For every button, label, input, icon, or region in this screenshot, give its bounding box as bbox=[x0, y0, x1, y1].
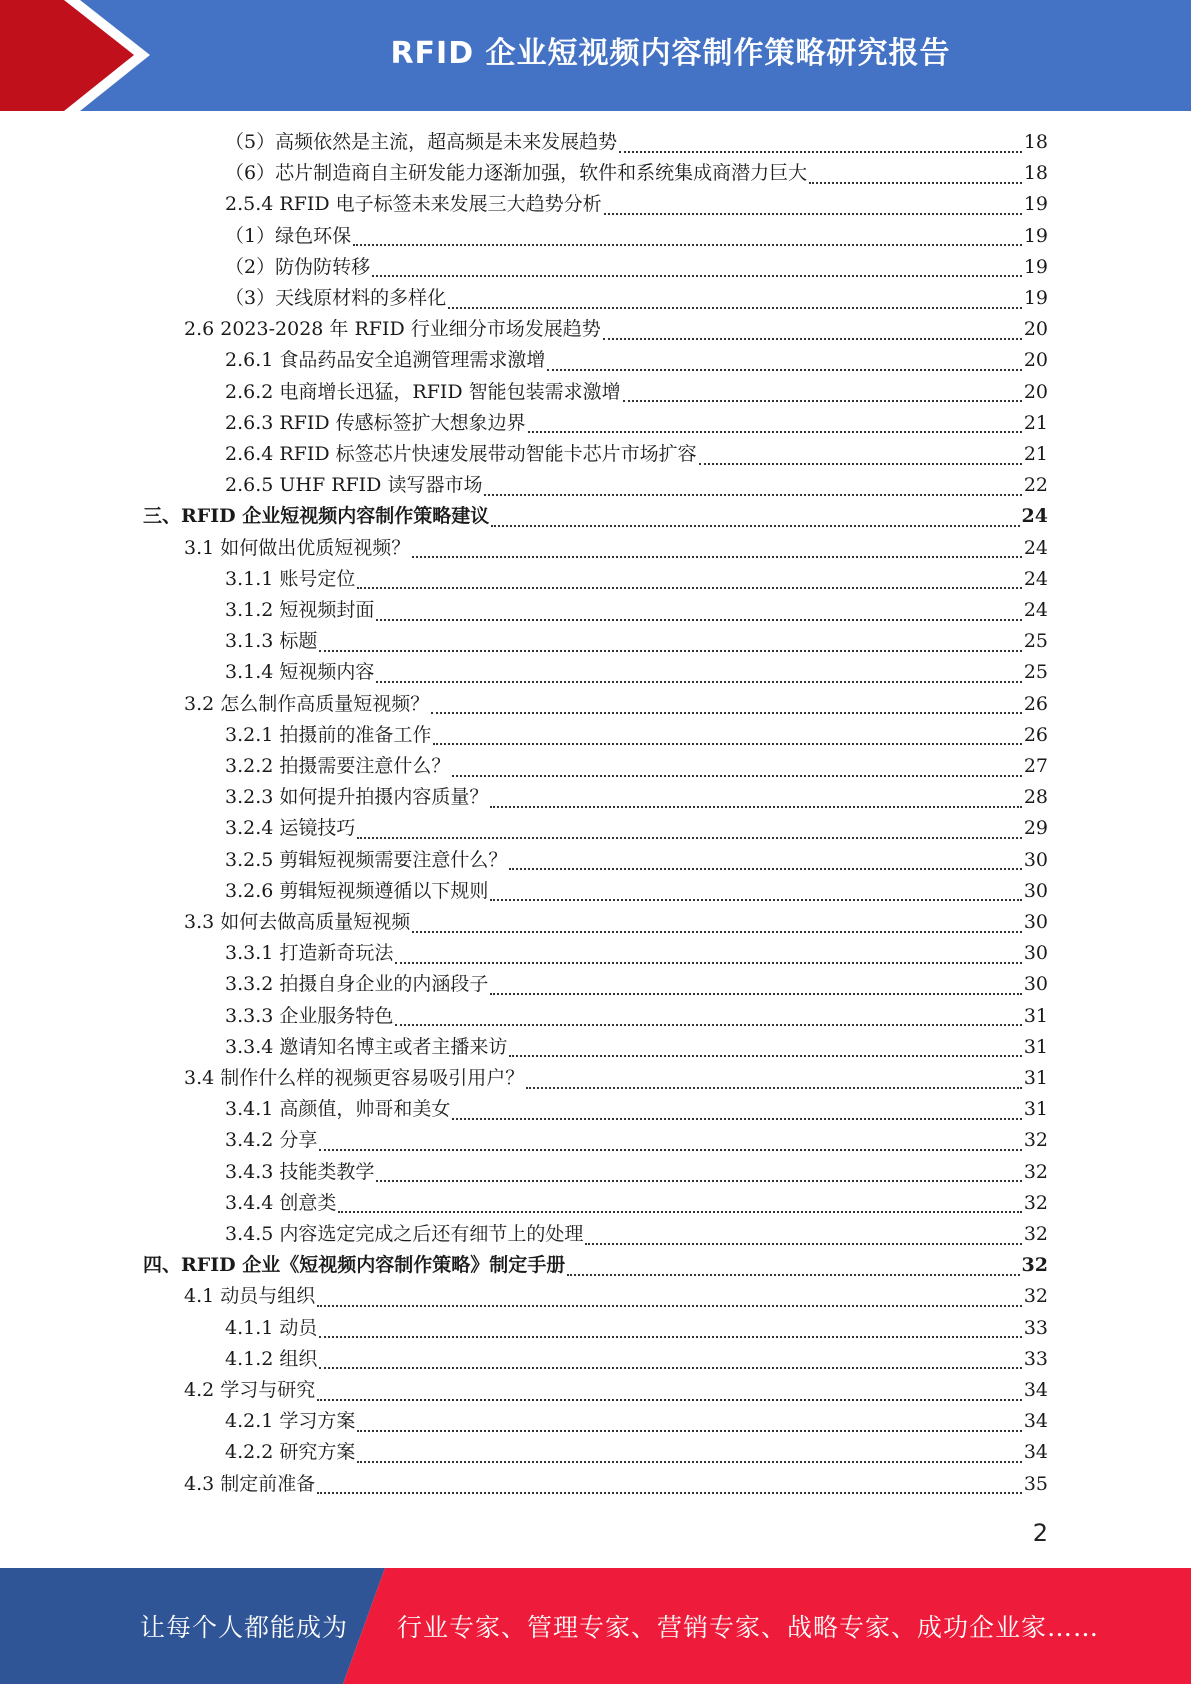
toc-dot-leader bbox=[338, 1211, 1021, 1213]
toc-entry-label: （2）防伪防转移 bbox=[225, 255, 371, 278]
toc-entry[interactable] bbox=[225, 1219, 1048, 1250]
toc-entry-label: 3.3.2 拍摄自身企业的内涵段子 bbox=[225, 973, 489, 996]
toc-entry[interactable] bbox=[225, 439, 1048, 470]
toc-dot-leader bbox=[376, 1180, 1021, 1182]
toc-dot-leader bbox=[491, 525, 1019, 527]
toc-entry[interactable] bbox=[184, 907, 1048, 938]
toc-entry[interactable] bbox=[225, 1406, 1048, 1437]
toc-entry-page: 21 bbox=[1023, 443, 1048, 465]
toc-entry-page: 29 bbox=[1023, 817, 1048, 840]
toc-entry[interactable] bbox=[184, 1375, 1048, 1406]
toc-entry[interactable] bbox=[225, 158, 1048, 189]
toc-dot-leader bbox=[431, 712, 1022, 714]
toc-entry-label: 3.1 如何做出优质短视频？ bbox=[184, 536, 411, 559]
toc-dot-leader bbox=[317, 1492, 1022, 1494]
toc-entry-page: 27 bbox=[1023, 755, 1048, 777]
toc-entry-page: 32 bbox=[1023, 1285, 1048, 1308]
toc-dot-leader bbox=[509, 868, 1021, 870]
toc-entry-label: 2.6.2 电商增长迅猛，RFID 智能包装需求激增 bbox=[225, 380, 621, 403]
toc-entry-page: 32 bbox=[1023, 1129, 1048, 1152]
toc-entry[interactable] bbox=[225, 127, 1048, 158]
toc-dot-leader bbox=[319, 650, 1021, 652]
toc-entry-label: 3.1.3 标题 bbox=[225, 630, 318, 653]
toc-entry-label: 3.1.1 账号定位 bbox=[225, 567, 356, 590]
toc-dot-leader bbox=[448, 307, 1022, 309]
toc-entry-label: 4.2.1 学习方案 bbox=[225, 1410, 356, 1433]
toc-entry-page: 34 bbox=[1023, 1410, 1048, 1433]
toc-dot-leader bbox=[490, 993, 1021, 995]
toc-entry-label: 3.4.3 技能类教学 bbox=[225, 1160, 375, 1183]
toc-dot-leader bbox=[452, 1118, 1021, 1120]
toc-entry-label: 3.2.2 拍摄需要注意什么？ bbox=[225, 755, 451, 777]
toc-entry-label: 2.5.4 RFID 电子标签未来发展三大趋势分析 bbox=[225, 193, 602, 216]
toc-dot-leader bbox=[317, 1305, 1022, 1307]
toc-entry-page: 20 bbox=[1023, 380, 1048, 403]
toc-entry-page: 33 bbox=[1023, 1316, 1048, 1339]
toc-entry-label: 3.2.6 剪辑短视频遵循以下规则 bbox=[225, 879, 489, 902]
toc-entry-page: 21 bbox=[1023, 411, 1048, 434]
toc-entry-page: 28 bbox=[1023, 786, 1048, 809]
toc-dot-leader bbox=[603, 338, 1022, 340]
toc-dot-leader bbox=[319, 1367, 1021, 1369]
toc-entry-page: 31 bbox=[1023, 1035, 1048, 1058]
toc-dot-leader bbox=[412, 556, 1022, 558]
toc-entry[interactable] bbox=[143, 1250, 1048, 1281]
toc-entry-label: 3.4.5 内容选定完成之后还有细节上的处理 bbox=[225, 1223, 584, 1245]
footer-slogan-right: 行业专家、管理专家、营销专家、战略专家、成功企业家…… bbox=[397, 1613, 1100, 1642]
toc-entry-label: （5）高频依然是主流，超高频是未来发展趋势 bbox=[225, 131, 618, 153]
toc-entry-label: 3.4.1 高颜值，帅哥和美女 bbox=[225, 1098, 451, 1121]
toc-entry[interactable] bbox=[225, 345, 1048, 376]
toc-dot-leader bbox=[357, 1461, 1021, 1463]
toc-entry[interactable] bbox=[184, 1281, 1048, 1312]
toc-entry-label: 2.6.1 食品药品安全追溯管理需求激增 bbox=[225, 349, 546, 372]
toc-entry[interactable] bbox=[225, 813, 1048, 844]
toc-entry-page: 19 bbox=[1023, 224, 1048, 247]
toc-dot-leader bbox=[547, 369, 1021, 371]
toc-dot-leader bbox=[484, 494, 1021, 496]
toc-entry[interactable] bbox=[225, 751, 1048, 782]
toc-entry-page: 19 bbox=[1023, 287, 1048, 309]
toc-entry-label: 3.3.4 邀请知名博主或者主播来访 bbox=[225, 1035, 508, 1058]
toc-entry[interactable] bbox=[225, 969, 1048, 1000]
toc-entry[interactable] bbox=[225, 377, 1048, 408]
toc-entry-page: 31 bbox=[1023, 1067, 1048, 1089]
toc-entry-page: 30 bbox=[1023, 911, 1048, 933]
page-number: 2 bbox=[1032, 1519, 1048, 1547]
toc-entry[interactable] bbox=[225, 408, 1048, 439]
toc-entry-label: 4.1.2 组织 bbox=[225, 1347, 318, 1370]
toc-entry-label: 3.2 怎么制作高质量短视频？ bbox=[184, 692, 430, 715]
toc-dot-leader bbox=[376, 681, 1021, 683]
toc-entry-page: 34 bbox=[1023, 1379, 1048, 1401]
toc-entry[interactable] bbox=[225, 1032, 1048, 1063]
toc-dot-leader bbox=[452, 775, 1021, 777]
toc-entry[interactable] bbox=[225, 1001, 1048, 1032]
report-title: RFID 企业短视频内容制作策略研究报告 bbox=[390, 36, 951, 71]
toc-entry-page: 32 bbox=[1023, 1223, 1048, 1245]
toc-dot-leader bbox=[490, 806, 1021, 808]
toc-entry-label: 4.2 学习与研究 bbox=[184, 1379, 316, 1401]
toc-entry[interactable] bbox=[184, 689, 1048, 720]
toc-entry-page: 25 bbox=[1023, 661, 1048, 684]
toc-entry[interactable] bbox=[225, 938, 1048, 969]
toc-entry-page: 31 bbox=[1023, 1004, 1048, 1027]
toc-entry-label: 3.4.4 创意类 bbox=[225, 1191, 337, 1214]
toc-entry[interactable] bbox=[225, 1344, 1048, 1375]
toc-entry[interactable] bbox=[225, 1188, 1048, 1219]
toc-entry-label: 3.1.2 短视频封面 bbox=[225, 599, 375, 621]
toc-dot-leader bbox=[376, 619, 1021, 621]
toc-dot-leader bbox=[604, 213, 1022, 215]
toc-dot-leader bbox=[619, 151, 1022, 153]
toc-entry[interactable] bbox=[225, 782, 1048, 813]
toc-entry-page: 32 bbox=[1021, 1254, 1048, 1277]
toc-entry[interactable] bbox=[225, 470, 1048, 501]
toc-entry-label: 3.2.4 运镜技巧 bbox=[225, 817, 356, 840]
toc-entry-label: 三、RFID 企业短视频内容制作策略建议 bbox=[143, 505, 490, 528]
toc-entry-page: 19 bbox=[1023, 193, 1048, 216]
toc-entry-page: 31 bbox=[1023, 1098, 1048, 1121]
toc-entry-page: 33 bbox=[1023, 1347, 1048, 1370]
toc-entry[interactable] bbox=[184, 1063, 1048, 1094]
toc-entry-page: 30 bbox=[1023, 973, 1048, 996]
toc-entry-page: 26 bbox=[1023, 692, 1048, 715]
toc-dot-leader bbox=[319, 1336, 1021, 1338]
toc-entry-label: （1）绿色环保 bbox=[225, 224, 352, 247]
toc-dot-leader bbox=[567, 1274, 1019, 1276]
toc-dot-leader bbox=[623, 400, 1022, 402]
toc-entry[interactable] bbox=[225, 720, 1048, 751]
toc-dot-leader bbox=[319, 1149, 1021, 1151]
toc-entry[interactable] bbox=[225, 189, 1048, 220]
toc-entry[interactable] bbox=[143, 501, 1048, 532]
toc-entry[interactable] bbox=[225, 1313, 1048, 1344]
toc-entry[interactable] bbox=[225, 283, 1048, 314]
toc-entry-page: 32 bbox=[1023, 1160, 1048, 1183]
toc-entry[interactable] bbox=[225, 1157, 1048, 1188]
toc-dot-leader bbox=[395, 1024, 1021, 1026]
toc-entry-label: 3.4 制作什么样的视频更容易吸引用户？ bbox=[184, 1067, 525, 1089]
toc-dot-leader bbox=[357, 837, 1021, 839]
toc-entry-label: 3.1.4 短视频内容 bbox=[225, 661, 375, 684]
toc-entry-page: 26 bbox=[1023, 723, 1048, 746]
toc-dot-leader bbox=[585, 1243, 1021, 1245]
toc-entry[interactable] bbox=[184, 533, 1048, 564]
toc-entry-label: 3.3 如何去做高质量短视频 bbox=[184, 911, 411, 933]
toc-entry-page: 34 bbox=[1023, 1441, 1048, 1464]
toc-entry-page: 25 bbox=[1023, 630, 1048, 653]
footer-slogan-left: 让每个人都能成为 bbox=[140, 1613, 349, 1642]
toc-dot-leader bbox=[490, 899, 1021, 901]
toc-entry-label: 3.3.3 企业服务特色 bbox=[225, 1004, 394, 1027]
toc-entry-page: 18 bbox=[1023, 162, 1048, 185]
toc-entry-label: 四、RFID 企业《短视频内容制作策略》制定手册 bbox=[143, 1254, 566, 1277]
toc-dot-leader bbox=[412, 931, 1022, 933]
toc-entry-page: 24 bbox=[1023, 599, 1048, 621]
toc-entry-page: 18 bbox=[1023, 131, 1048, 153]
toc-entry-label: 4.2.2 研究方案 bbox=[225, 1441, 356, 1464]
toc-entry-page: 32 bbox=[1023, 1191, 1048, 1214]
toc-entry[interactable] bbox=[225, 845, 1048, 876]
toc-entry-page: 24 bbox=[1023, 536, 1048, 559]
toc-entry-label: 3.3.1 打造新奇玩法 bbox=[225, 942, 394, 965]
toc-entry[interactable] bbox=[184, 314, 1048, 345]
toc-dot-leader bbox=[357, 587, 1021, 589]
toc-dot-leader bbox=[526, 1087, 1022, 1089]
toc-entry-label: 2.6.5 UHF RFID 读写器市场 bbox=[225, 474, 483, 497]
toc-entry-label: 2.6.3 RFID 传感标签扩大想象边界 bbox=[225, 411, 526, 434]
toc-dot-leader bbox=[699, 463, 1022, 465]
toc-entry-page: 30 bbox=[1023, 879, 1048, 902]
page-header bbox=[0, 0, 1191, 111]
toc-entry-label: （6）芯片制造商自主研发能力逐渐加强，软件和系统集成商潜力巨大 bbox=[225, 162, 808, 185]
toc-dot-leader bbox=[395, 962, 1021, 964]
toc-entry-label: 3.2.5 剪辑短视频需要注意什么？ bbox=[225, 848, 508, 871]
toc-entry[interactable] bbox=[225, 1094, 1048, 1125]
toc-dot-leader bbox=[528, 431, 1022, 433]
toc-entry[interactable] bbox=[225, 564, 1048, 595]
toc-entry-label: 4.1 动员与组织 bbox=[184, 1285, 316, 1308]
toc-entry-page: 35 bbox=[1023, 1472, 1048, 1495]
toc-dot-leader bbox=[317, 1399, 1022, 1401]
toc-entry-page: 30 bbox=[1023, 848, 1048, 871]
toc-entry-label: 2.6.4 RFID 标签芯片快速发展带动智能卡芯片市场扩容 bbox=[225, 443, 697, 465]
toc-entry-page: 20 bbox=[1023, 318, 1048, 341]
toc-entry-page: 24 bbox=[1023, 567, 1048, 590]
toc-entry-label: 3.2.1 拍摄前的准备工作 bbox=[225, 723, 432, 746]
toc-dot-leader bbox=[353, 244, 1022, 246]
toc-entry[interactable] bbox=[225, 626, 1048, 657]
toc-entry[interactable] bbox=[184, 1469, 1048, 1500]
toc-entry-label: 3.4.2 分享 bbox=[225, 1129, 318, 1152]
page-footer bbox=[0, 1568, 1191, 1684]
toc-entry-page: 22 bbox=[1023, 474, 1048, 497]
toc-dot-leader bbox=[357, 1430, 1021, 1432]
toc-dot-leader bbox=[509, 1055, 1021, 1057]
toc-entry-label: （3）天线原材料的多样化 bbox=[225, 287, 447, 309]
toc-entry[interactable] bbox=[225, 252, 1048, 283]
toc-entry[interactable] bbox=[225, 1437, 1048, 1468]
toc-entry[interactable] bbox=[225, 1125, 1048, 1156]
toc-entry[interactable] bbox=[225, 876, 1048, 907]
toc-entry[interactable] bbox=[225, 595, 1048, 626]
toc-entry-label: 3.2.3 如何提升拍摄内容质量？ bbox=[225, 786, 489, 809]
toc-entry[interactable] bbox=[225, 657, 1048, 688]
toc-entry-page: 30 bbox=[1023, 942, 1048, 965]
toc-entry-label: 4.1.1 动员 bbox=[225, 1316, 318, 1339]
toc-entry-page: 20 bbox=[1023, 349, 1048, 372]
toc-entry-page: 19 bbox=[1023, 255, 1048, 278]
toc-entry[interactable] bbox=[225, 221, 1048, 252]
toc-entry-label: 2.6 2023-2028 年 RFID 行业细分市场发展趋势 bbox=[184, 318, 601, 341]
toc-dot-leader bbox=[433, 743, 1021, 745]
toc-dot-leader bbox=[809, 182, 1022, 184]
toc-dot-leader bbox=[372, 275, 1022, 277]
toc-entry-label: 4.3 制定前准备 bbox=[184, 1472, 316, 1495]
toc-entry-page: 24 bbox=[1021, 505, 1048, 528]
